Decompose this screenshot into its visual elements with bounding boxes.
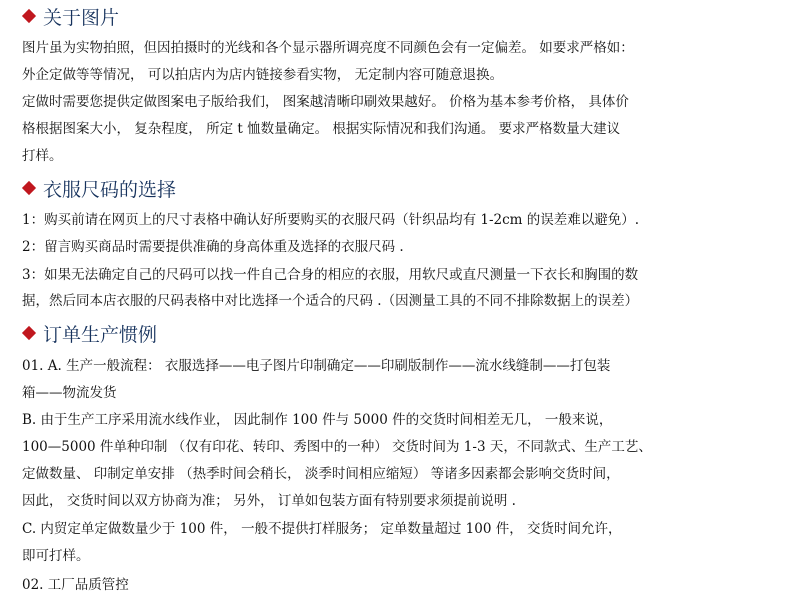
paragraph-line: 02. 工厂品质管控 <box>22 577 129 593</box>
paragraph-line: 即可打样。 <box>22 548 90 564</box>
red-diamond-icon <box>22 9 36 23</box>
paragraph-line: 1：购买前请在网页上的尺寸表格中确认好所要购买的衣服尺码（针织品均有 1-2cm 的误差难以避免）. <box>22 212 640 228</box>
section-title-text: 衣服尺码的选择 <box>43 178 177 201</box>
section-title-text: 关于图片 <box>43 6 120 29</box>
paragraph-line: 打样。 <box>22 148 63 164</box>
section-title-size-selection <box>22 175 176 201</box>
section-title-about-images <box>22 3 119 29</box>
paragraph-line: 因此， 交货时间以双方协商为准； 另外， 订单如包装方面有特别要求须提前说明 . <box>22 493 516 509</box>
paragraph-line: B. 由于生产工序采用流水线作业， 因此制作 100 件与 5000 件的交货时间相差无几， 一般来说， <box>22 412 613 428</box>
section-title-text: 订单生产惯例 <box>43 323 158 346</box>
section-title-order-production <box>22 320 157 346</box>
paragraph-line: 图片虽为实物拍照，但因拍摄时的光线和各个显示器所调亮度不同颜色会有一定偏差。 如要求严格如： <box>22 40 634 56</box>
paragraph-line: 箱——物流发货 <box>22 385 117 401</box>
paragraph-line: 3：如果无法确定自己的尺码可以找一件自己合身的相应的衣服，用软尺或直尺测量一下衣长和胸围的数 <box>22 267 639 283</box>
red-diamond-icon <box>22 181 36 195</box>
paragraph-line: 据，然后同本店衣服的尺码表格中对比选择一个适合的尺码 .（因测量工具的不同不排除数据上的误差） <box>22 293 639 309</box>
paragraph-line: 格根据图案大小， 复杂程度， 所定 t 恤数量确定。 根据实际情况和我们沟通。 要求严格数量大建议 <box>22 121 621 137</box>
paragraph-line: 100—5000 件单种印制 （仅有印花、转印、秀图中的一种） 交货时间为 1-3 天，不同款式、生产工艺、 <box>22 439 652 455</box>
paragraph-line: 2：留言购买商品时需要提供准确的身高体重及选择的衣服尺码 . <box>22 239 404 255</box>
paragraph-line: 定做时需要您提供定做图案电子版给我们， 图案越清晰印刷效果越好。 价格为基本参考价格， 具体价 <box>22 94 629 110</box>
paragraph-line: 外企定做等等情况， 可以拍店内为店内链接参看实物， 无定制内容可随意退换。 <box>22 67 504 83</box>
paragraph-line: 定做数量、 印制定单安排 （热季时间会稍长， 淡季时间相应缩短） 等诸多因素都会影响交货时间， <box>22 466 620 482</box>
paragraph-line: 01. A. 生产一般流程： 衣服选择——电子图片印制确定——印刷版制作——流水线缝制——打包装 <box>22 358 611 374</box>
paragraph-line: C. 内贸定单定做数量少于 100 件， 一般不提供打样服务； 定单数量超过 100 件， 交货时间允许， <box>22 521 622 537</box>
red-diamond-icon <box>22 326 36 340</box>
